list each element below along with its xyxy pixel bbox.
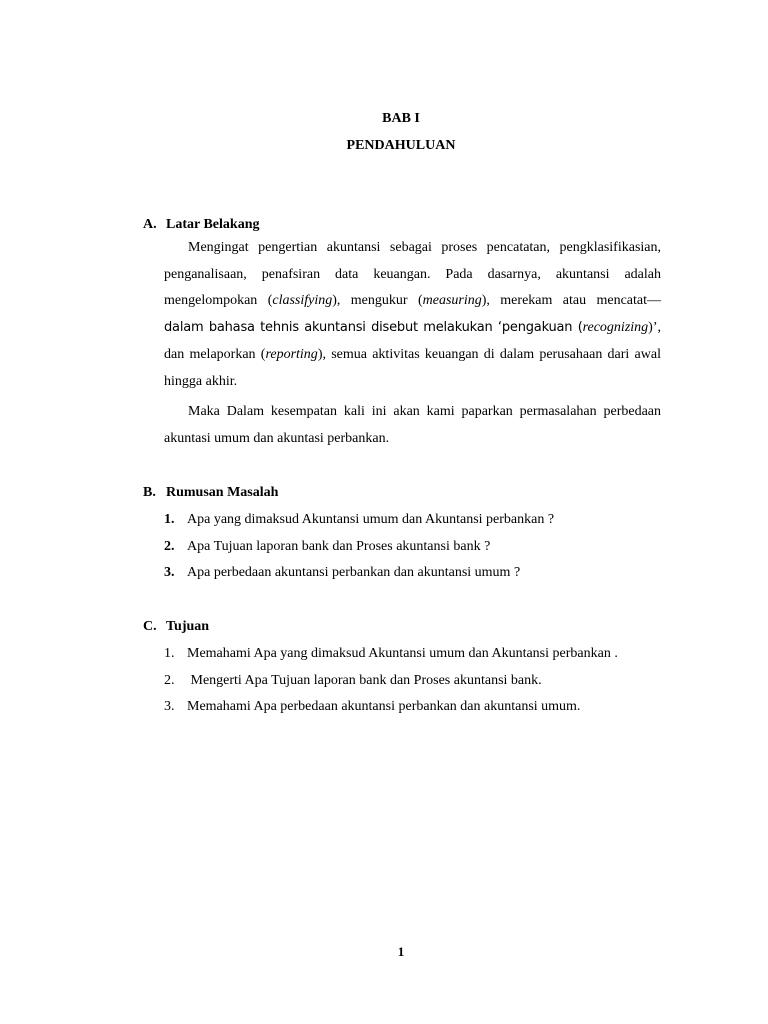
italic-term: reporting	[265, 346, 318, 362]
italic-term: recognizing	[582, 320, 649, 336]
list-number: 1.	[164, 512, 175, 527]
section-a-title: Latar Belakang	[166, 217, 260, 232]
list-item-text: Apa Tujuan laporan bank dan Proses akuntansi bank ?	[187, 538, 491, 554]
paragraph-text: dalam bahasa tehnis akuntansi disebut melakukan ‘pengakuan (	[164, 320, 583, 336]
section-b-letter: B.	[143, 485, 156, 500]
chapter-number: BAB I	[382, 111, 420, 126]
italic-term: measuring	[422, 293, 482, 309]
paragraph-text: melaporkan (	[189, 346, 266, 362]
section-c-letter: C.	[143, 619, 157, 634]
list-item	[164, 673, 618, 700]
chapter-title: PENDAHULUAN	[346, 138, 456, 153]
list-item	[164, 699, 618, 726]
list-number: 3.	[164, 699, 175, 714]
list-number: 2.	[164, 672, 175, 688]
paragraph-text: )’, dan	[164, 320, 661, 362]
list-item	[164, 539, 554, 566]
list-number: 2.	[164, 538, 175, 554]
section-a-paragraph-2	[164, 399, 661, 452]
paragraph-text: ), mengukur (	[332, 293, 423, 309]
page-number: 1	[397, 944, 405, 959]
section-b-title: Rumusan Masalah	[166, 485, 279, 500]
paragraph-text: Maka Dalam kesempatan kali ini akan kami paparkan permasalahan perbedaan akuntasi umum dan akuntasi perbankan.	[164, 404, 661, 446]
list-item	[164, 646, 618, 673]
section-c-title: Tujuan	[166, 619, 210, 634]
section-a-heading	[143, 217, 259, 233]
list-item	[164, 565, 554, 592]
list-item	[164, 512, 554, 539]
list-item-text: Memahami Apa yang dimaksud Akuntansi umum dan Akuntansi perbankan .	[187, 646, 618, 661]
italic-term: classifying	[272, 293, 333, 309]
section-a-paragraph-1	[164, 235, 661, 395]
objective-list	[164, 646, 618, 726]
paragraph-text: Mengingat pengertian akuntansi sebagai proses pencatatan, pengklasifikasian, penganalisaan, penafsiran data keuangan. Pada dasarnya, akuntansi adalah mengelompokan (	[164, 240, 661, 309]
list-number: 1.	[164, 646, 175, 661]
problem-list	[164, 512, 554, 592]
list-item-text: Memahami Apa perbedaan akuntansi perbankan dan akuntansi umum.	[187, 699, 581, 714]
section-c-heading	[143, 619, 209, 635]
list-number: 3.	[164, 565, 175, 580]
paragraph-text: ), semua aktivitas keuangan di dalam perusahaan dari awal hingga akhir.	[164, 346, 661, 389]
list-item-text: Apa yang dimaksud Akuntansi umum dan Akuntansi perbankan ?	[187, 512, 555, 527]
list-item-text: Apa perbedaan akuntansi perbankan dan akuntansi umum ?	[187, 565, 521, 580]
section-a-letter: A.	[143, 217, 157, 232]
list-item-text: Mengerti Apa Tujuan laporan bank dan Proses akuntansi bank.	[187, 672, 542, 688]
paragraph-text: ), merekam atau mencatat—	[481, 293, 661, 309]
section-b-heading	[143, 485, 278, 501]
